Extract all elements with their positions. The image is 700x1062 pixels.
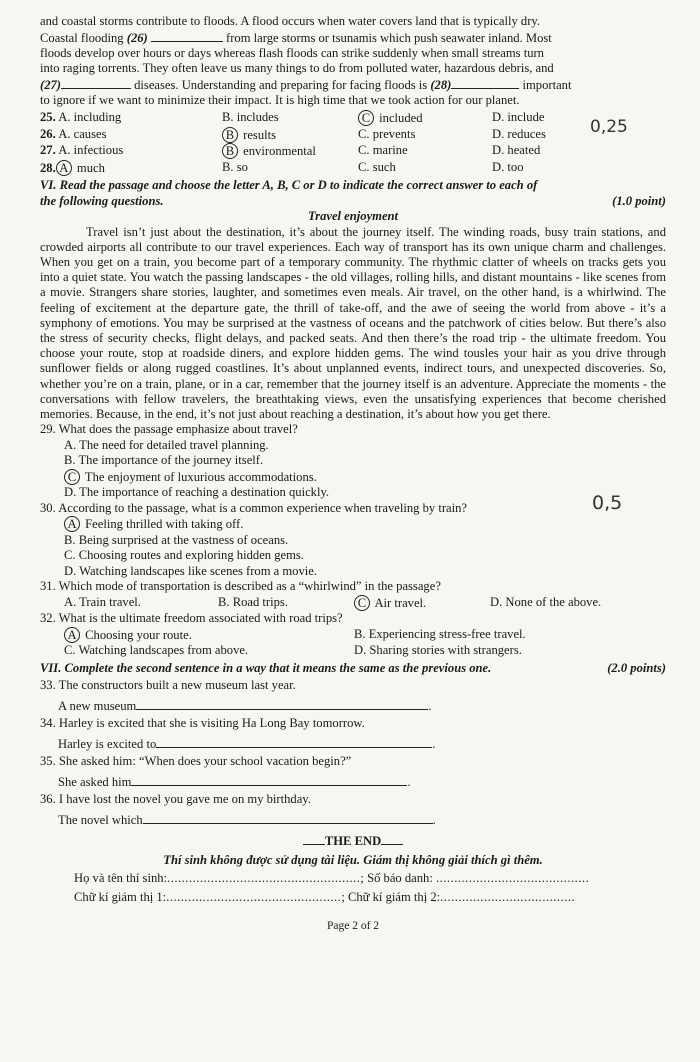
question-25: 25. A. including B. includes C included D. include (40, 110, 545, 125)
question-28: 28. A much B. so C. such D. too (40, 159, 524, 175)
question-34: 34. Harley is excited that she is visiting Ha Long Bay tomorrow. Harley is excited to . (40, 716, 436, 751)
answer-circle: B (222, 127, 238, 143)
question-27: 27. A. infectious B environmental C. marine D. heated (40, 143, 541, 158)
page-number: Page 2 of 2 (326, 920, 380, 933)
candidate-info-line: Họ và tên thí sinh:.....................................................; Số báo danh: .......................................... (74, 871, 590, 886)
gap-28: (28) (430, 78, 452, 92)
answer-line-36 (143, 811, 433, 824)
section-7-points: (2.0 points) (607, 660, 666, 675)
gap-27: (27) (40, 78, 61, 92)
the-end: THE END (324, 834, 382, 849)
answer-line-33 (136, 697, 428, 710)
section-6-title-cont: the following questions. (40, 193, 164, 208)
section-7-title: VII. Complete the second sentence in a way that it means the same as the previous one. (40, 660, 492, 675)
question-31-stem: 31. Which mode of transportation is described as a “whirlwind” in the passage? (40, 579, 441, 594)
answer-line-34 (156, 735, 432, 748)
answer-circle: A (56, 160, 72, 176)
question-30: 30. According to the passage, what is a common experience when traveling by train? A Feeling thrilled with taking off. B. Being surprised at the vastness of oceans. C. Choosing routes and exploring hidden gems. D. Watching landscapes like scenes from a movie. (40, 501, 666, 580)
question-32: 32. What is the ultimate freedom associated with road trips? A Choosing your route. B. Experiencing stress-free travel. C. Watching landscapes from above. D. Sharing stories with strangers. (40, 611, 666, 659)
questions-25-28 (40, 110, 666, 176)
flood-line-6: to ignore if we want to minimize their impact. It is high time that we took action for our planet. (40, 93, 520, 107)
question-35: 35. She asked him: “When does your school vacation begin?” She asked him . (40, 754, 411, 789)
question-26: 26. A. causes B results C. prevents D. reduces (40, 126, 546, 142)
handwritten-score-2: 0,5 (592, 492, 623, 514)
question-33: 33. The constructors built a new museum last year. A new museum . (40, 678, 432, 713)
answer-circle: C (354, 595, 370, 611)
question-29-stem: 29. What does the passage emphasize about travel? (40, 422, 298, 437)
section-6-heading (40, 178, 666, 225)
section-6-title: VI. Read the passage and choose the letter A, B, C or D to indicate the correct answer to each of (40, 178, 538, 192)
blank-26 (151, 29, 223, 42)
handwritten-score-1: 0,25 (590, 117, 628, 137)
section-7-heading (40, 661, 666, 677)
passage-title: Travel enjoyment (307, 209, 399, 223)
flood-line-5: (27) diseases. Understanding and preparing for facing floods is (28) important (40, 78, 572, 92)
exam-note: Thí sinh không được sử dụng tài liệu. Giám thị không giải thích gì thêm. (163, 852, 543, 867)
flood-line-3: floods develop over hours or days whereas flash floods can strike suddenly when small streams turn (40, 46, 544, 60)
page-content (40, 14, 666, 935)
section-6-points: (1.0 point) (612, 193, 666, 208)
flood-line-2: Coastal flooding (26) from large storms or tsunamis which push seawater inland. Most (40, 31, 552, 45)
question-29: 29. What does the passage emphasize about travel? A. The need for detailed travel planning. B. The importance of the journey itself. C The enjoyment of luxurious accommodations. D. The importance of reaching a destination quickly. (40, 422, 666, 501)
answer-circle: C (358, 110, 374, 126)
blank-27 (61, 76, 131, 89)
question-36: 36. I have lost the novel you gave me on my birthday. The novel which . (40, 792, 436, 827)
question-31: 31. Which mode of transportation is described as a “whirlwind” in the passage? A. Train travel. B. Road trips. C Air travel. D. None of the above. (40, 579, 666, 611)
flood-line-4: into raging torrents. They often leave us many things to do from polluted water, hazardous debris, and (40, 61, 554, 75)
answer-circle: B (222, 143, 238, 159)
flood-line-1: and coastal storms contribute to floods. A flood occurs when water covers land that is typically dry. (40, 14, 541, 28)
answer-circle: A (64, 516, 80, 532)
answer-line-35 (131, 773, 407, 786)
flood-passage (40, 14, 666, 108)
exam-footer (40, 834, 666, 935)
gap-26: (26) (126, 31, 148, 45)
answer-circle: C (64, 469, 80, 485)
proctor-signature-line: Chữ kí giám thị 1:................................................; Chữ kí giám thị 2:..................................... (74, 889, 576, 904)
question-32-stem: 32. What is the ultimate freedom associated with road trips? (40, 611, 343, 626)
blank-28 (451, 76, 519, 89)
question-30-stem: 30. According to the passage, what is a common experience when traveling by train? (40, 500, 468, 515)
answer-circle: A (64, 627, 80, 643)
travel-passage: Travel isn’t just about the destination, it’s about the journey itself. The winding roads, busy train stations, and crowded airports all contribute to our travel experiences. Each way of transport has its own unique charm and challenges. When you get on a train, you become part of a temporary community. The rhythmic clatter of wheels on tracks gets you into a quiet state. You watch the passing landscapes - the old villages, rolling hills, and distant mountains - like scenes from a movie. Strangers share stories, laughter, and sometimes even meals. Air travel, on the other hand, is a whirlwind. The feeling of excitement at the departure gate, the thrill of take-off, and the awe of seeing the world from above - it’s a symphony of emotions. You may be surprised at the vastness of oceans and the patchwork of cities below. But there’s also the stress of security checks, flight delays, and packed seats. And then there’s the road trip - the ultimate freedom. You choose your route, stop at roadside diners, and explore hidden gems. The wind tousles your hair as you drive through sunflower fields or along rugged coastlines. It’s about unplanned events, indirect tours, and unexpected discoveries. So, whether you’re on a train, plane, or in a car, remember that the journey itself is an adventure. Appreciate the moments - the conversations with fellow travelers, the breathtaking views, even the unsatisfying experiences that become cherished memories. Because, in the end, it’s not just about reaching a destination, it’s about how you get there. (40, 224, 666, 421)
